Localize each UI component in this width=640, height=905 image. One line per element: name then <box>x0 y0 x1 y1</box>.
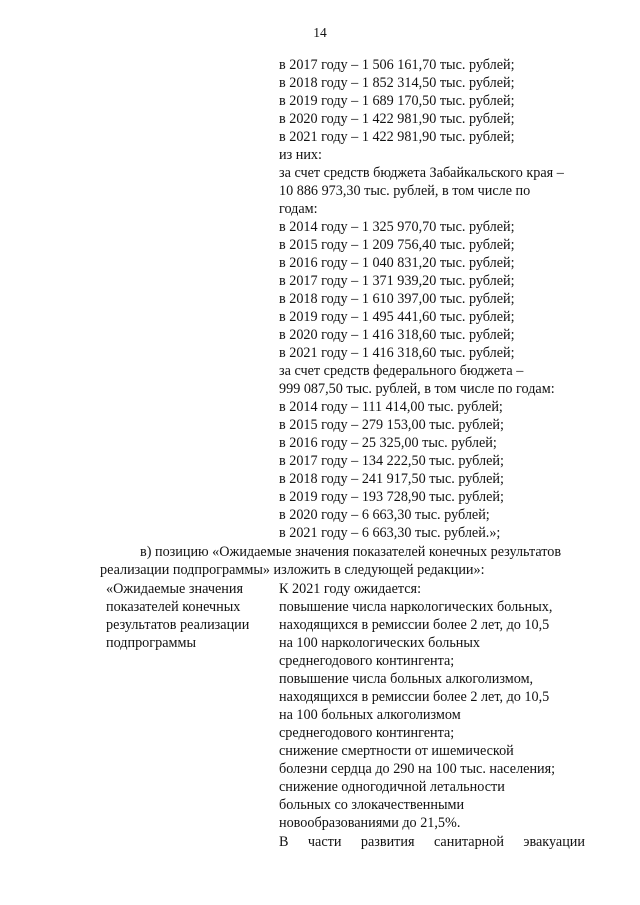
table-right-line: больных со злокачественными <box>279 797 465 813</box>
last-line: В части развития санитарной эвакуации <box>279 834 585 850</box>
budget-line: в 2020 году – 1 416 318,60 тыс. рублей; <box>279 327 515 343</box>
table-right-line: на 100 больных алкоголизмом <box>279 707 461 723</box>
budget-line: 10 886 973,30 тыс. рублей, в том числе по <box>279 183 531 199</box>
table-left-line: «Ожидаемые значения <box>106 581 243 597</box>
budget-line: в 2017 году – 1 506 161,70 тыс. рублей; <box>279 57 515 73</box>
budget-line: в 2019 году – 1 495 441,60 тыс. рублей; <box>279 309 515 325</box>
budget-line: в 2015 году – 1 209 756,40 тыс. рублей; <box>279 237 515 253</box>
budget-line: в 2014 году – 1 325 970,70 тыс. рублей; <box>279 219 515 235</box>
table-right-line: среднегодового контингента; <box>279 653 455 669</box>
table-left-line: результатов реализации <box>106 617 250 633</box>
budget-line: в 2017 году – 1 371 939,20 тыс. рублей; <box>279 273 515 289</box>
budget-line: в 2020 году – 1 422 981,90 тыс. рублей; <box>279 111 515 127</box>
table-right-line: повышение числа больных алкоголизмом, <box>279 671 534 687</box>
table-right-line: снижение смертности от ишемической <box>279 743 514 759</box>
table-left-line: показателей конечных <box>106 599 241 615</box>
budget-line: в 2016 году – 25 325,00 тыс. рублей; <box>279 435 497 451</box>
budget-line: за счет средств бюджета Забайкальского края – <box>279 165 564 181</box>
table-right-line: на 100 наркологических больных <box>279 635 481 651</box>
table-left-line: подпрограммы <box>106 635 196 651</box>
budget-line: в 2021 году – 1 416 318,60 тыс. рублей; <box>279 345 515 361</box>
budget-line: в 2019 году – 193 728,90 тыс. рублей; <box>279 489 504 505</box>
budget-line: за счет средств федерального бюджета – <box>279 363 524 379</box>
table-right-line: среднегодового контингента; <box>279 725 455 741</box>
budget-line: в 2014 году – 111 414,00 тыс. рублей; <box>279 399 503 415</box>
budget-line: в 2015 году – 279 153,00 тыс. рублей; <box>279 417 504 433</box>
page-number: 14 <box>313 25 327 40</box>
table-right-line: находящихся в ремиссии более 2 лет, до 10,5 <box>279 617 550 633</box>
table-right-line: болезни сердца до 290 на 100 тыс. населения; <box>279 761 556 777</box>
budget-line: в 2020 году – 6 663,30 тыс. рублей; <box>279 507 490 523</box>
table-right-line: повышение числа наркологических больных, <box>279 599 553 615</box>
paragraph-v-line2: реализации подпрограммы» изложить в следующей редакции»: <box>100 562 485 578</box>
budget-line: в 2018 году – 1 852 314,50 тыс. рублей; <box>279 75 515 91</box>
budget-line: в 2016 году – 1 040 831,20 тыс. рублей; <box>279 255 515 271</box>
budget-line: в 2017 году – 134 222,50 тыс. рублей; <box>279 453 504 469</box>
table-right-line: новообразованиями до 21,5%. <box>279 815 461 831</box>
budget-line: из них: <box>279 147 322 163</box>
budget-line: в 2019 году – 1 689 170,50 тыс. рублей; <box>279 93 515 109</box>
table-right-line: находящихся в ремиссии более 2 лет, до 10,5 <box>279 689 550 705</box>
table-right-line: снижение одногодичной летальности <box>279 779 505 795</box>
budget-line: годам: <box>279 201 318 217</box>
budget-line: в 2018 году – 241 917,50 тыс. рублей; <box>279 471 504 487</box>
budget-line: 999 087,50 тыс. рублей, в том числе по годам: <box>279 381 555 397</box>
budget-line: в 2018 году – 1 610 397,00 тыс. рублей; <box>279 291 515 307</box>
table-right-line: К 2021 году ожидается: <box>279 581 422 597</box>
paragraph-v-line1: в) позицию «Ожидаемые значения показателей конечных результатов <box>140 544 562 560</box>
budget-line: в 2021 году – 1 422 981,90 тыс. рублей; <box>279 129 515 145</box>
budget-line: в 2021 году – 6 663,30 тыс. рублей.»; <box>279 525 501 541</box>
